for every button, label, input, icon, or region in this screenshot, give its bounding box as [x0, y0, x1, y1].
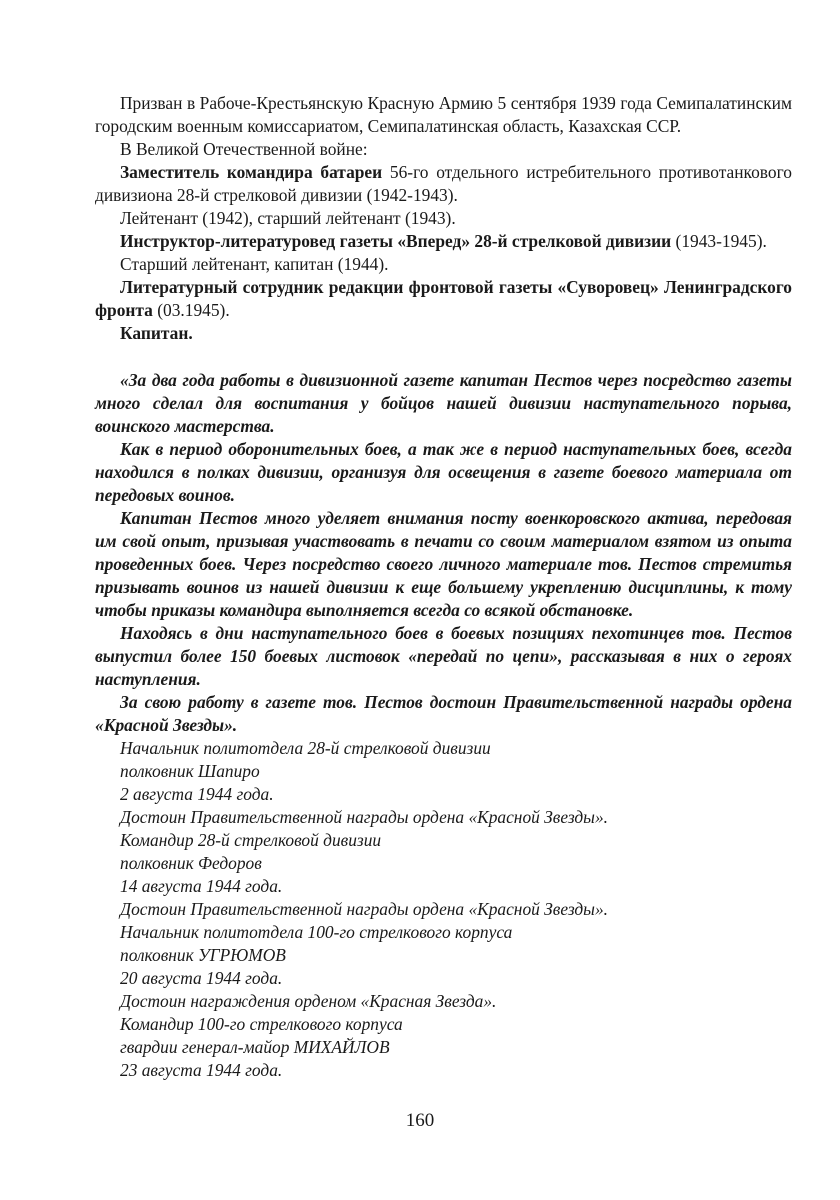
signature-line: Командир 28-й стрелковой дивизии	[120, 830, 382, 850]
page-number: 160	[405, 1110, 435, 1131]
citation-paragraph: Капитан Пестов много уделяет внимания посту военкоровского актива, передовая им свой опыт, призывая участвовать в печати со своим материалом взятом из опыта проведенных боев. Через посредство своего личного материале тов. Пестов стремитья призывать воинов из нашей дивизии к еще большему укреплению дисциплины, к тому чтобы приказы командира выполняется всегда со всякой обстановке.	[95, 508, 792, 620]
position-title: Литературный сотрудник редакции фронтовой газеты «Суворовец» Ленинградского фронта	[95, 277, 792, 320]
paragraph-rank-1942: Лейтенант (1942), старший лейтенант (1943).	[120, 208, 456, 228]
paragraph-rank-1944: Старший лейтенант, капитан (1944).	[120, 254, 389, 274]
rank-title: Капитан.	[120, 323, 193, 343]
signature-line: Начальник политотдела 28-й стрелковой дивизии	[120, 738, 491, 758]
paragraph-deputy-commander	[95, 161, 792, 207]
spacer	[95, 345, 792, 369]
document-page	[95, 92, 792, 1082]
citation-paragraph: За свою работу в газете тов. Пестов достоин Правительственной награды ордена «Красной Звезды».	[95, 692, 792, 735]
signature-line: Достоин награждения орденом «Красная Звезда».	[120, 991, 497, 1011]
signature-line: полковник Федоров	[120, 853, 262, 873]
signature-line: Начальник политотдела 100-го стрелкового корпуса	[120, 922, 513, 942]
paragraph-literary-staff	[95, 276, 792, 322]
position-title: Заместитель командира батареи	[120, 162, 383, 182]
signature-line: 14 августа 1944 года.	[120, 876, 283, 896]
signature-line: гвардии генерал-майор МИХАЙЛОВ	[120, 1037, 390, 1057]
citation-paragraph: Находясь в дни наступательного боев в боевых позициях пехотинцев тов. Пестов выпустил более 150 боевых листовок «передай по цепи», рассказывая в них о героях наступления.	[95, 623, 792, 689]
signature-line: Командир 100-го стрелкового корпуса	[120, 1014, 403, 1034]
signature-line: полковник УГРЮМОВ	[120, 945, 286, 965]
signature-line: Достоин Правительственной награды ордена «Красной Звезды».	[120, 899, 608, 919]
position-details: (1943-1945).	[671, 231, 767, 251]
position-details: (03.1945).	[152, 300, 230, 320]
signature-line: 20 августа 1944 года.	[120, 968, 283, 988]
signature-line: 2 августа 1944 года.	[120, 784, 274, 804]
signature-line: Достоин Правительственной награды ордена «Красной Звезды».	[120, 807, 608, 827]
paragraph-war-heading: В Великой Отечественной войне:	[120, 139, 368, 159]
signature-line: полковник Шапиро	[120, 761, 260, 781]
citation-paragraph: Как в период оборонительных боев, а так же в период наступательных боев, всегда находился в полках дивизии, организуя для освещения в газете боевого материала от передовых воинов.	[95, 439, 792, 505]
citation-paragraph: «За два года работы в дивизионной газете капитан Пестов через посредство газеты много сделал для воспитания у бойцов нашей дивизии наступательного порыва, воинского мастерства.	[95, 370, 792, 436]
paragraph-instructor	[95, 230, 792, 253]
paragraph-conscription: Призван в Рабоче-Крестьянскую Красную Армию 5 сентября 1939 года Семипалатинским городским военным комиссариатом, Семипалатинская область, Казахская ССР.	[95, 93, 792, 136]
position-details: 56-го отдельного истребительного противотанкового дивизиона 28-й стрелковой дивизии (1942-1943).	[95, 162, 792, 205]
position-title: Инструктор-литературовед газеты «Вперед» 28-й стрелковой дивизии	[120, 231, 672, 251]
paragraph-captain	[95, 322, 792, 345]
signature-line: 23 августа 1944 года.	[120, 1060, 283, 1080]
